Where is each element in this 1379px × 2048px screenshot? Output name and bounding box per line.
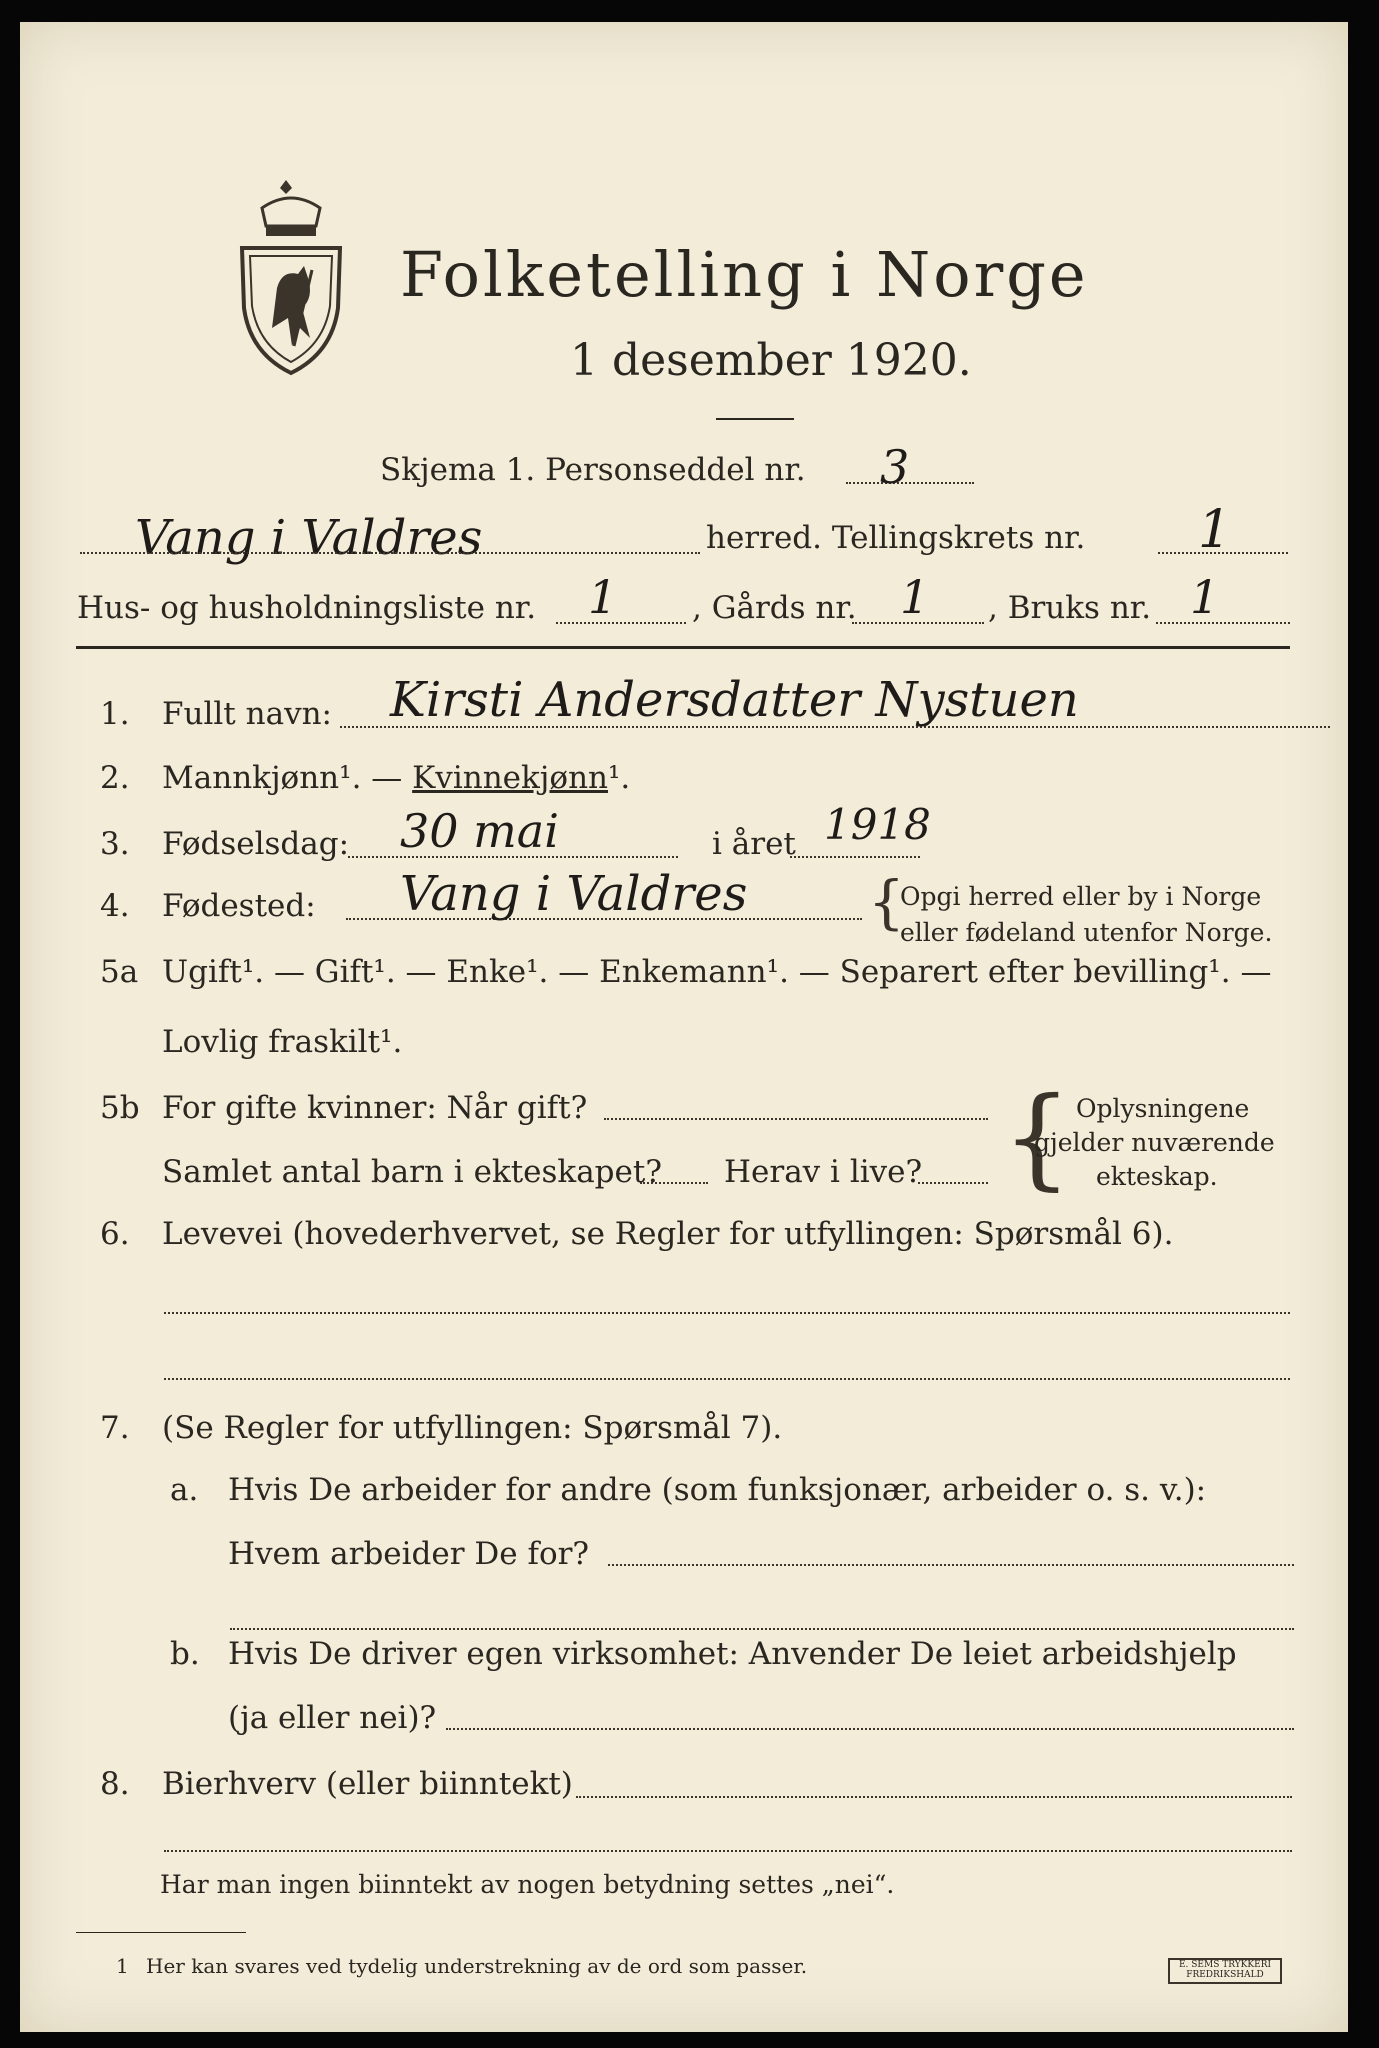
birthplace-note-2: eller fødeland utenfor Norge.	[900, 918, 1273, 947]
herred-label: herred. Tellingskrets nr.	[706, 520, 1086, 556]
side-income-line-2	[164, 1850, 1292, 1852]
footnote-text: Her kan svares ved tydelig understrekning av de ord som passer.	[146, 1954, 808, 1978]
printer-stamp: E. SEMS TRYKKERI FREDRIKSHALD	[1168, 1958, 1282, 1984]
divorced-option[interactable]: Lovlig fraskilt¹.	[162, 1024, 403, 1060]
marriage-note-2: gjelder nuværende	[1034, 1128, 1275, 1157]
q4-number: 4.	[100, 888, 130, 924]
footnote-marker: 1	[116, 1954, 129, 1978]
side-income-label: Bierhverv (eller biinntekt)	[162, 1766, 573, 1802]
q7b-line-2: (ja eller nei)?	[228, 1700, 437, 1736]
birthday-value[interactable]: 30 mai	[400, 804, 559, 858]
q7-label: (Se Regler for utfyllingen: Spørsmål 7).	[162, 1410, 783, 1446]
q6-number: 6.	[100, 1216, 130, 1252]
q3-label: Fødselsdag:	[162, 826, 350, 862]
no-income-note: Har man ingen biinntekt av nogen betydning settes „nei“.	[160, 1870, 895, 1899]
q5b-number: 5b	[100, 1090, 140, 1126]
q7a-number: a.	[170, 1472, 199, 1508]
marriage-note-3: ekteskap.	[1096, 1162, 1218, 1191]
female-option[interactable]: Kvinnekjønn	[412, 760, 608, 796]
bruks-label: , Bruks nr.	[988, 590, 1152, 626]
marital-status-options[interactable]: Ugift¹. — Gift¹. — Enke¹. — Enkemann¹. — Separert efter bevilling¹. —	[162, 954, 1272, 990]
tellingskrets-number[interactable]: 1	[1198, 500, 1232, 560]
birth-year-value[interactable]: 1918	[824, 800, 931, 849]
living-children-label: Herav i live?	[724, 1154, 923, 1190]
bruks-number[interactable]: 1	[1190, 570, 1220, 624]
hus-number[interactable]: 1	[588, 570, 618, 624]
q7-number: 7.	[100, 1410, 130, 1446]
personseddel-number[interactable]: 3	[880, 440, 910, 494]
gards-label: , Gårds nr.	[692, 590, 857, 626]
year-line	[790, 856, 920, 858]
q3-number: 3.	[100, 826, 130, 862]
full-name-value[interactable]: Kirsti Andersdatter Nystuen	[390, 672, 1079, 728]
census-date: 1 desember 1920.	[570, 335, 972, 386]
birthplace-brace: {	[868, 868, 905, 936]
occupation-line-1	[164, 1312, 1290, 1314]
birthplace-value[interactable]: Vang i Valdres	[400, 866, 748, 922]
q2-label	[162, 760, 630, 796]
children-line	[640, 1182, 708, 1184]
schema-label: Skjema 1. Personseddel nr.	[380, 452, 806, 488]
q7a-line-1: Hvis De arbeider for andre (som funksjonær, arbeider o. s. v.):	[228, 1472, 1207, 1508]
hus-label: Hus- og husholdningsliste nr.	[77, 590, 537, 626]
living-children-line	[918, 1182, 988, 1184]
personseddel-line	[846, 482, 974, 484]
q1-label: Fullt navn:	[162, 696, 332, 732]
q1-number: 1.	[100, 696, 130, 732]
marriage-brace: {	[1002, 1073, 1072, 1201]
female-option-suffix: ¹.	[608, 760, 631, 796]
q7a-line-2: Hvem arbeider De for?	[228, 1536, 590, 1572]
q2-number: 2.	[100, 760, 130, 796]
birthplace-note-1: Opgi herred eller by i Norge	[900, 882, 1262, 911]
employer-line-2	[230, 1628, 1294, 1630]
hired-help-line	[446, 1728, 1294, 1730]
q4-label: Fødested:	[162, 888, 316, 924]
marriage-note-1: Oplysningene	[1076, 1094, 1250, 1123]
bruks-line	[1156, 622, 1290, 624]
header-rule	[76, 646, 1290, 649]
male-option[interactable]: Mannkjønn¹. —	[162, 760, 413, 796]
q7b-number: b.	[170, 1636, 200, 1672]
occupation-label: Levevei (hovederhvervet, se Regler for utfyllingen: Spørsmål 6).	[162, 1216, 1174, 1252]
year-label: i året	[712, 826, 796, 862]
footnote-rule	[76, 1932, 246, 1933]
norwegian-coat-of-arms	[232, 178, 350, 378]
employer-line-1	[608, 1564, 1294, 1566]
occupation-line-2	[164, 1378, 1290, 1380]
title-divider	[716, 418, 794, 420]
side-income-line-1	[576, 1796, 1292, 1798]
gards-number[interactable]: 1	[900, 570, 930, 624]
herred-value[interactable]: Vang i Valdres	[135, 510, 483, 566]
married-when-label: For gifte kvinner: Når gift?	[162, 1090, 588, 1126]
q8-number: 8.	[100, 1766, 130, 1802]
q5a-number: 5a	[100, 954, 139, 990]
page-title: Folketelling i Norge	[400, 238, 1089, 311]
q7b-line-1: Hvis De driver egen virksomhet: Anvender De leiet arbeidshjelp	[228, 1636, 1237, 1672]
married-when-line	[604, 1118, 988, 1120]
children-label: Samlet antal barn i ekteskapet?	[162, 1154, 662, 1190]
herred-line	[80, 552, 700, 554]
hus-line	[556, 622, 686, 624]
